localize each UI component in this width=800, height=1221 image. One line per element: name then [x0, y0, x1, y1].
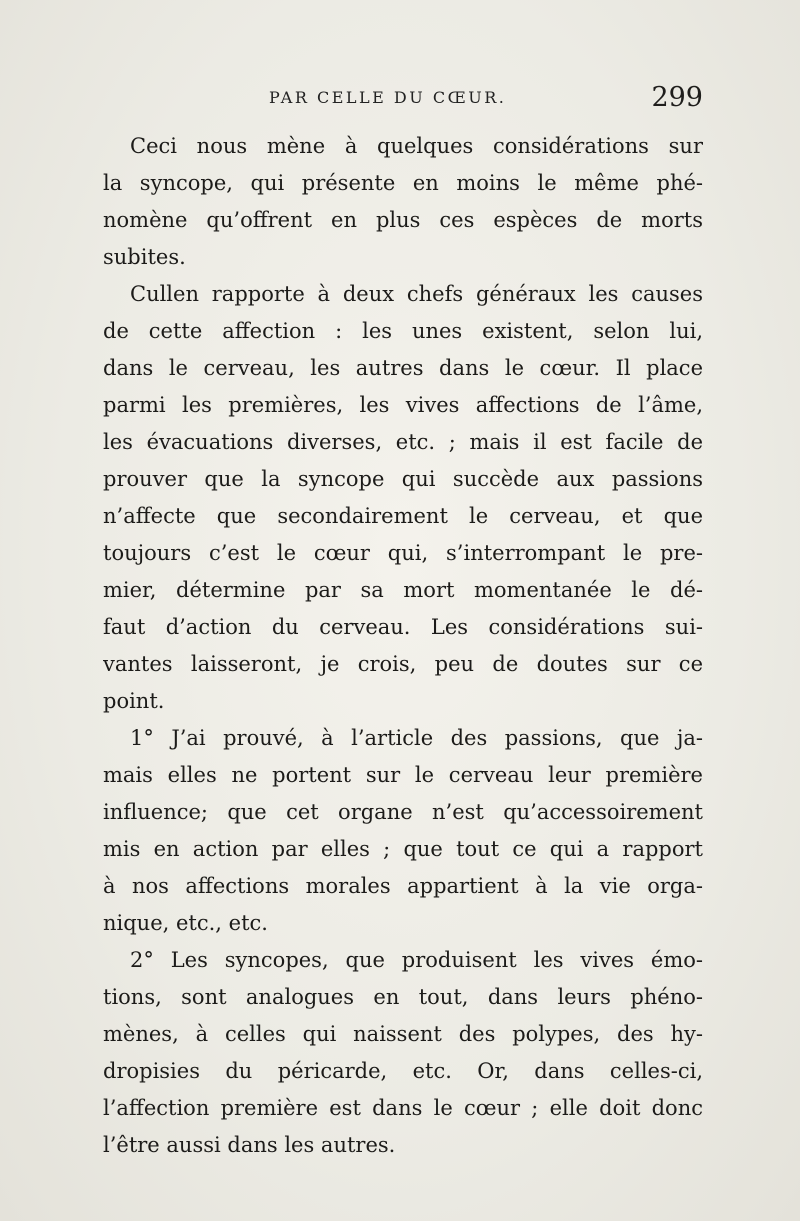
text-line: l’être aussi dans les autres. [103, 1133, 396, 1157]
paragraph-3 [103, 720, 703, 942]
text-line: 2° Les syncopes, que produisent les vives émo- [130, 948, 703, 972]
text-line: l’affection première est dans le cœur ; elle doit donc [103, 1096, 703, 1120]
text-line: mis en action par elles ; que tout ce qui a rapport [103, 837, 703, 861]
text-line: point. [103, 689, 165, 713]
text-line: dans le cerveau, les autres dans le cœur. Il place [103, 356, 703, 380]
text-line: 1° J’ai prouvé, à l’article des passions, que ja- [130, 726, 703, 750]
page-header [103, 82, 703, 118]
text-line: influence; que cet organe n’est qu’accessoirement [103, 800, 703, 824]
text-line: prouver que la syncope qui succède aux passions [103, 467, 703, 491]
text-line: mais elles ne portent sur le cerveau leur première [103, 763, 703, 787]
text-line: vantes laisseront, je crois, peu de doutes sur ce [103, 652, 703, 676]
text-line: faut d’action du cerveau. Les considérations sui- [103, 615, 703, 639]
text-line: mènes, à celles qui naissent des polypes, des hy- [103, 1022, 703, 1046]
text-line: parmi les premières, les vives affections de l’âme, [103, 393, 703, 417]
text-line: à nos affections morales appartient à la vie orga- [103, 874, 703, 898]
paragraph-1 [103, 128, 703, 276]
text-line: nomène qu’offrent en plus ces espèces de morts [103, 208, 703, 232]
page-number: 299 [651, 82, 703, 113]
text-line: tions, sont analogues en tout, dans leurs phéno- [103, 985, 703, 1009]
text-line: Cullen rapporte à deux chefs généraux les causes [130, 282, 703, 306]
text-line: nique, etc., etc. [103, 911, 268, 935]
text-line: de cette affection : les unes existent, selon lui, [103, 319, 703, 343]
body-text [103, 128, 703, 1164]
paragraph-2 [103, 276, 703, 720]
text-line: la syncope, qui présente en moins le même phé- [103, 171, 703, 195]
text-line: dropisies du péricarde, etc. Or, dans celles-ci, [103, 1059, 703, 1083]
text-line: les évacuations diverses, etc. ; mais il est facile de [103, 430, 703, 454]
running-title: PAR CELLE DU CŒUR. [269, 88, 507, 107]
text-line: toujours c’est le cœur qui, s’interrompant le pre- [103, 541, 703, 565]
text-line: mier, détermine par sa mort momentanée le dé- [103, 578, 703, 602]
text-line: n’affecte que secondairement le cerveau, et que [103, 504, 703, 528]
paragraph-4 [103, 942, 703, 1164]
text-line: subites. [103, 245, 186, 269]
text-line: Ceci nous mène à quelques considérations sur [130, 134, 703, 158]
